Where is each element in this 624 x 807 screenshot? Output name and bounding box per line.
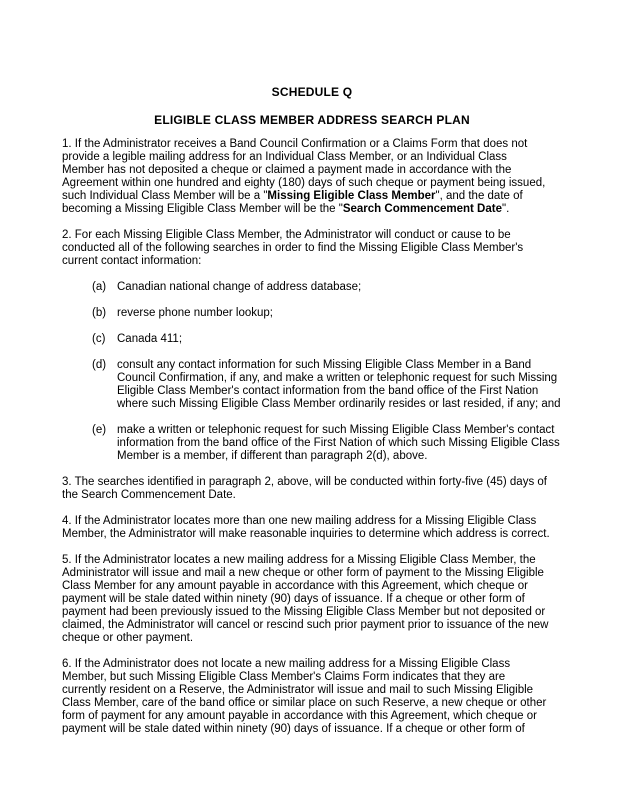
text-line: Agreement within one hundred and eighty (180) days of such cheque or payment being issued, bbox=[62, 177, 546, 189]
list-item-content bbox=[117, 307, 594, 320]
paragraph-2 bbox=[62, 229, 594, 268]
text-line: Administrator will issue and mail a new cheque or other form of payment to the Missing Eligible bbox=[62, 567, 544, 579]
text-line: Class Member, care of the band office or similar place on such Reserve, a new cheque or other bbox=[62, 697, 547, 709]
list-item-marker: (d) bbox=[92, 359, 107, 371]
text-line: 3. The searches identified in paragraph 2, above, will be conducted within forty-five (45) days of bbox=[62, 476, 547, 488]
text-line: Canada 411; bbox=[117, 333, 183, 345]
text-line: Council Confirmation, if any, and make a written or telephonic request for such Missing bbox=[117, 372, 558, 384]
list-item-b bbox=[92, 307, 594, 320]
text-line: reverse phone number lookup; bbox=[117, 307, 273, 319]
paragraph-1 bbox=[62, 138, 594, 216]
text-line: Member is a member, if different than paragraph 2(d), above. bbox=[117, 450, 428, 462]
bold-term: Search Commencement Date bbox=[342, 203, 502, 215]
text-line: Member has not deposited a cheque or claimed a payment made in accordance with the bbox=[62, 164, 512, 176]
text-line: 4. If the Administrator locates more than one new mailing address for a Missing Eligible Class bbox=[62, 515, 537, 527]
text-line: payment will be stale dated within ninety (90) days of issuance. If a cheque or other form of bbox=[62, 593, 525, 605]
text-line: consult any contact information for such Missing Eligible Class Member in a Band bbox=[117, 359, 532, 371]
text-line: such Individual Class Member will be a "Missing Eligible Class Member", and the date of bbox=[62, 190, 523, 202]
text-line: 2. For each Missing Eligible Class Member, the Administrator will conduct or cause to be bbox=[62, 229, 511, 241]
text-line: currently resident on a Reserve, the Administrator will issue and mail to such Missing Eligible bbox=[62, 684, 534, 696]
text-line: becoming a Missing Eligible Class Member will be the "Search Commencement Date". bbox=[62, 203, 510, 215]
text-line: cheque or other payment. bbox=[62, 632, 194, 644]
list-item-marker: (e) bbox=[92, 424, 107, 436]
list-item-content bbox=[117, 281, 594, 294]
text-line: form of payment for any amount payable in accordance with this Agreement, which cheque or bbox=[62, 710, 537, 722]
paragraph-3 bbox=[62, 476, 594, 502]
list-item-marker: (a) bbox=[92, 281, 107, 293]
list-item-marker: (b) bbox=[92, 307, 107, 319]
text-line: Member, the Administrator will make reasonable inquiries to determine which address is correct. bbox=[62, 528, 550, 540]
text-line: Eligible Class Member's contact information from the band office of the First Nation bbox=[117, 385, 539, 397]
paragraph-4 bbox=[62, 515, 594, 541]
document-body bbox=[62, 138, 594, 736]
text-line: Class Member for any amount payable in accordance with this Agreement, which cheque or bbox=[62, 580, 528, 592]
list-item-marker: (c) bbox=[92, 333, 106, 345]
text-line: payment had been previously issued to the Missing Eligible Class Member but not deposited or bbox=[62, 606, 546, 618]
text-line: Member, but such Missing Eligible Class Member's Claims Form indicates that they are bbox=[62, 671, 506, 683]
list-item-content bbox=[117, 333, 594, 346]
text-line: 1. If the Administrator receives a Band Council Confirmation or a Claims Form that does not bbox=[62, 138, 528, 150]
text-line: claimed, the Administrator will cancel or rescind such prior payment prior to issuance of the new bbox=[62, 619, 549, 631]
document-subheading: ELIGIBLE CLASS MEMBER ADDRESS SEARCH PLAN bbox=[154, 113, 470, 127]
text-line: Canadian national change of address database; bbox=[117, 281, 362, 293]
document-heading: SCHEDULE Q bbox=[271, 85, 353, 99]
list-item-c bbox=[92, 333, 594, 346]
text-line: current contact information: bbox=[62, 255, 202, 267]
bold-term: Missing Eligible Class Member bbox=[267, 190, 436, 202]
text-line: where such Missing Eligible Class Member ordinarily resides or last resided, if any; and bbox=[117, 398, 561, 410]
list-item-e bbox=[92, 424, 594, 463]
text-line: information from the band office of the First Nation of which such Missing Eligible Class bbox=[117, 437, 560, 449]
paragraph-6 bbox=[62, 658, 594, 736]
text-line: conducted all of the following searches in order to find the Missing Eligible Class Member's bbox=[62, 242, 524, 254]
text-line: 5. If the Administrator locates a new mailing address for a Missing Eligible Class Member, the bbox=[62, 554, 536, 566]
list-item-a bbox=[92, 281, 594, 294]
paragraph-5 bbox=[62, 554, 594, 645]
text-line: payment will be stale dated within ninety (90) days of issuance. If a cheque or other form of bbox=[62, 723, 525, 735]
text-line: the Search Commencement Date. bbox=[62, 489, 236, 501]
text-line: 6. If the Administrator does not locate a new mailing address for a Missing Eligible Class bbox=[62, 658, 511, 670]
text-line: make a written or telephonic request for such Missing Eligible Class Member's contact bbox=[117, 424, 555, 436]
list-item-content bbox=[117, 424, 594, 463]
text-line: provide a legible mailing address for an Individual Class Member, or an Individual Class bbox=[62, 151, 507, 163]
list-item-d bbox=[92, 359, 594, 411]
list-item-content bbox=[117, 359, 594, 411]
